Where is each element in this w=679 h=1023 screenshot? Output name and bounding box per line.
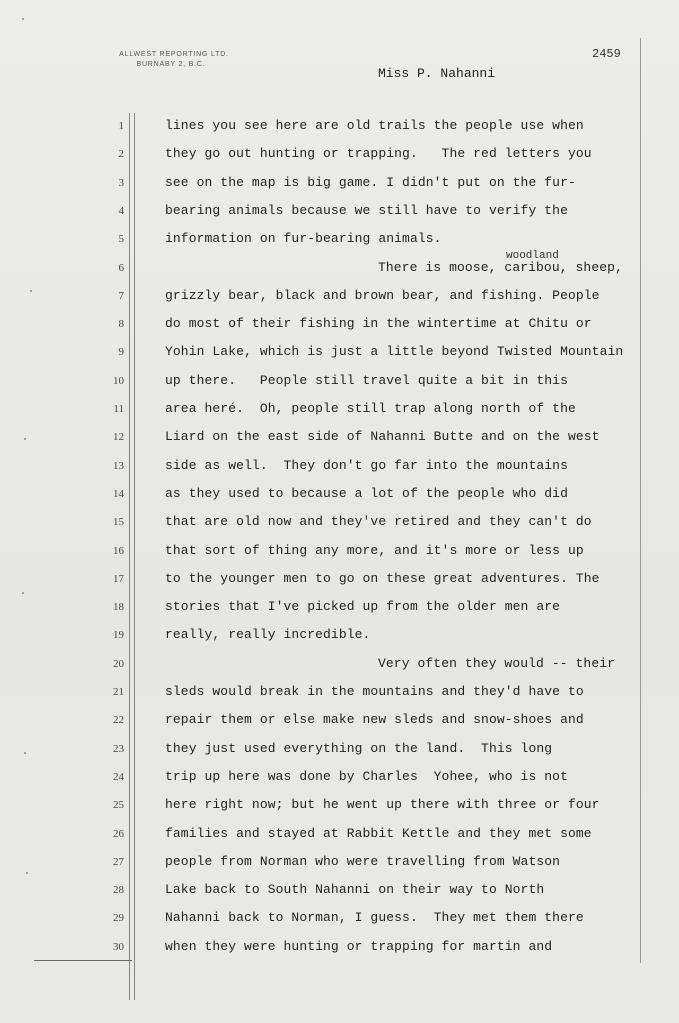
transcript-line: they go out hunting or trapping. The red letters you bbox=[165, 146, 592, 161]
line-number: 9 bbox=[118, 346, 124, 358]
line-number: 2 bbox=[118, 148, 124, 160]
transcript-line: sleds would break in the mountains and they'd have to bbox=[165, 684, 584, 699]
transcript-line: people from Norman who were travelling from Watson bbox=[165, 854, 561, 869]
line-number: 8 bbox=[118, 318, 124, 330]
right-margin-rule bbox=[640, 38, 641, 963]
line-number: 30 bbox=[113, 941, 124, 953]
witness-name: Miss P. Nahanni bbox=[378, 66, 496, 81]
company-name: ALLWEST REPORTING LTD. bbox=[119, 51, 229, 58]
line-number: 15 bbox=[113, 516, 124, 528]
paper-speck bbox=[24, 438, 26, 440]
transcript-line: up there. People still travel quite a bit in this bbox=[165, 373, 568, 388]
transcript-line: as they used to because a lot of the people who did bbox=[165, 486, 568, 501]
transcript-line: that sort of thing any more, and it's more or less up bbox=[165, 543, 584, 558]
line-number: 11 bbox=[113, 403, 124, 415]
line-number: 16 bbox=[113, 545, 124, 557]
transcript-line: see on the map is big game. I didn't put on the fur- bbox=[165, 175, 576, 190]
line-number: 10 bbox=[113, 375, 124, 387]
transcript-line: stories that I've picked up from the older men are bbox=[165, 599, 561, 614]
reporting-company bbox=[104, 50, 244, 70]
transcript-line: that are old now and they've retired and they can't do bbox=[165, 514, 592, 529]
line-number: 1 bbox=[118, 120, 124, 132]
line-number: 26 bbox=[113, 828, 124, 840]
line-number: 27 bbox=[113, 856, 124, 868]
line-number: 28 bbox=[113, 884, 124, 896]
line-number: 20 bbox=[113, 658, 124, 670]
transcript-line: do most of their fishing in the wintertime at Chitu or bbox=[165, 316, 592, 331]
line-number: 21 bbox=[113, 686, 124, 698]
left-margin-rule bbox=[129, 113, 135, 1000]
paper-speck bbox=[24, 752, 26, 754]
transcript-line: area heré. Oh, people still trap along north of the bbox=[165, 401, 576, 416]
footer-rule bbox=[34, 960, 132, 961]
transcript-line: bearing animals because we still have to verify the bbox=[165, 203, 568, 218]
company-address: BURNABY 2, B.C. bbox=[136, 61, 206, 68]
transcript-line: when they were hunting or trapping for martin and bbox=[165, 939, 553, 954]
transcript-line: Lake back to South Nahanni on their way to North bbox=[165, 882, 545, 897]
transcript-line: information on fur-bearing animals. bbox=[165, 231, 442, 246]
transcript-line: Yohin Lake, which is just a little beyond Twisted Mountain bbox=[165, 344, 624, 359]
line-number: 6 bbox=[118, 262, 124, 274]
transcript-line: families and stayed at Rabbit Kettle and they met some bbox=[165, 826, 592, 841]
line-number: 24 bbox=[113, 771, 124, 783]
paper-speck bbox=[30, 290, 32, 292]
line-number: 25 bbox=[113, 799, 124, 811]
transcript-line: There is moose, caribou, sheep, bbox=[378, 260, 623, 275]
transcript-line: really, really incredible. bbox=[165, 627, 371, 642]
transcript-line: to the younger men to go on these great adventures. The bbox=[165, 571, 600, 586]
line-number: 7 bbox=[118, 290, 124, 302]
transcript-line: Very often they would -- their bbox=[378, 656, 616, 671]
line-number: 14 bbox=[113, 488, 124, 500]
paper-speck bbox=[26, 872, 28, 874]
line-number: 12 bbox=[113, 431, 124, 443]
line-number: 3 bbox=[118, 177, 124, 189]
paper-speck bbox=[22, 18, 24, 20]
transcript-line: Liard on the east side of Nahanni Butte and on the west bbox=[165, 429, 600, 444]
line-number: 13 bbox=[113, 460, 124, 472]
line-number: 4 bbox=[118, 205, 124, 217]
transcript-line: trip up here was done by Charles Yohee, who is not bbox=[165, 769, 568, 784]
page-number: 2459 bbox=[592, 47, 621, 61]
transcript-line: they just used everything on the land. This long bbox=[165, 741, 553, 756]
transcript-line: side as well. They don't go far into the mountains bbox=[165, 458, 568, 473]
paper-speck bbox=[22, 592, 24, 594]
line-number: 29 bbox=[113, 912, 124, 924]
transcript-line: lines you see here are old trails the people use when bbox=[165, 118, 584, 133]
transcript-line: Nahanni back to Norman, I guess. They met them there bbox=[165, 910, 584, 925]
transcript-line: grizzly bear, black and brown bear, and fishing. People bbox=[165, 288, 600, 303]
handwritten-insertion: woodland bbox=[506, 250, 559, 262]
line-number: 18 bbox=[113, 601, 124, 613]
line-number: 19 bbox=[113, 629, 124, 641]
line-number: 23 bbox=[113, 743, 124, 755]
transcript-line: repair them or else make new sleds and snow-shoes and bbox=[165, 712, 584, 727]
line-number: 5 bbox=[118, 233, 124, 245]
transcript-line: here right now; but he went up there with three or four bbox=[165, 797, 600, 812]
line-number: 22 bbox=[113, 714, 124, 726]
line-number: 17 bbox=[113, 573, 124, 585]
